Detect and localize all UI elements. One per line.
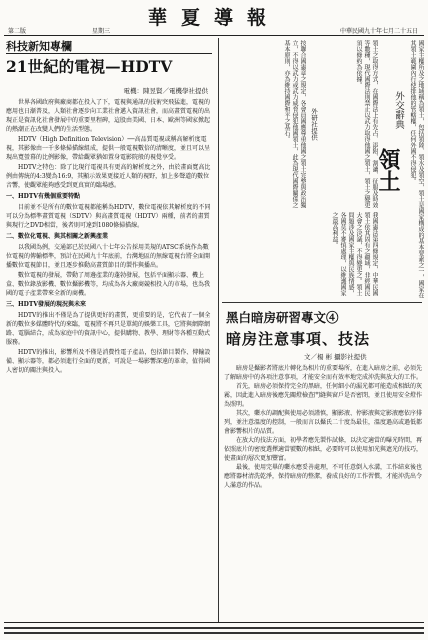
- body-paragraph: 數位電視的發展，帶動了周邊產業的蓬勃發展，包括平面顯示器、機上盒、數位錄放影機、數位攝影機等，均成為各大廠商競相投入的市場，也為我國的電子產業帶來全新的商機。: [6, 272, 211, 297]
- edition-date: 中華民國九十年七月二十五日: [339, 28, 418, 35]
- darkroom-headline: 暗房注意事項、技法: [226, 330, 371, 348]
- section-rule: [222, 302, 422, 303]
- darkroom-byline: 文／楊 彬 攝影社提供: [304, 353, 367, 361]
- glossary-column: 按聯合國憲章之規定，各會員國應尊重他國之領土完整與政治獨立，不得以武力或武力威脅侵犯他國領土，此為現代國際關係之基本原則，亦為維持國際和平之基石。: [283, 40, 306, 208]
- body-paragraph: HDTV的推出不僅是為了提供更好的畫質，更重要的是，它代表了一個全新的數位多媒體時代的來臨，電視將不再只是單純的娛樂工具，它將與網際網路、電腦結合，成為家庭中的資訊中心，提供購物、教學、理財等各種互動式服務。: [6, 312, 211, 346]
- body-paragraph: HDTV的推出，影響所及不僅是消費性電子產品，包括節目製作、傳輸設備、顯示器等，都必須進行全面的更新，可說是一場影響深遠的革命，值得國人密切的關注與投入。: [6, 349, 211, 374]
- body-paragraph: 其次，藥水的調配與使用必須謹慎，顯影液、停影液與定影液應依序排列，並注意溫度的控制，一般而言以攝氏二十度為最佳，溫度過高或過低都會影響相片的品質。: [224, 410, 422, 435]
- body-subhead: 二、數位化電視、與其相關之新興產業: [6, 233, 109, 240]
- column-divider: [218, 38, 219, 622]
- article-byline: 電機：陳昱賢／電機學社提供: [123, 87, 208, 95]
- hdtv-article: [4, 38, 216, 620]
- body-paragraph: 世界各國政府與廠商都在投入了下，電視與通訊的技術突飛猛進，電視的應用也日漸普及，人類社會逐步向工業社會邁入資訊社會，而高畫質電視的出現正是資訊化社會發展中的重要里程碑，這股由美國、日本、歐洲等國家掀起的熱潮正在改變人們的生活型態。: [6, 99, 211, 133]
- body-paragraph: 在放大的技法方面，初學者應先製作試條，以決定適當的曝光時間，再依照底片的密度選擇適當號數的相紙，必要時可以使用加光與遮光的技巧，使畫面的層次更加豐富。: [224, 437, 422, 462]
- body-paragraph: 暗房是攝影者將底片轉化為相片的重要場所，在進入暗房之前，必須先了解暗房中的各項注意事項，才能安全而有效率地完成沖洗與放大的工作。: [224, 365, 422, 381]
- body-paragraph: HDTV（High Definition Television）──高品質電視或稱高解析度電視，其影像由一千多條掃描線組成，提供一般電視數倍的清晰度，並且可以呈現出寬螢幕的比例影像，帶給觀眾猶如置身電影院般的視覺享受。: [6, 136, 211, 161]
- body-subhead: 一、HDTV有幾個重要特點: [6, 193, 80, 200]
- glossary-tag: 外交辭典: [393, 91, 404, 129]
- masthead: [6, 2, 422, 35]
- page-number: 第二版: [8, 28, 27, 35]
- glossary-column: 領土之取得方式，在國際法上有先占、添附、割讓、征服及時效等數種，現代國際法則禁止以武力取得他國之領土，領土之變更須以條約為依據。: [355, 40, 378, 208]
- series-title: 黑白暗房研習專文④: [226, 310, 339, 325]
- body-paragraph: 目前並不是所有的數位電視都能稱為HDTV，數位電視依其解析度的不同可以分為標準畫質電視（SDTV）與高畫質電視（HDTV）兩種，前者的畫質與現行之DVD相當，後者則可達到1080條掃描線。: [6, 204, 211, 229]
- diplomacy-glossary: [222, 38, 424, 300]
- cropped-strip: [4, 624, 424, 638]
- body-paragraph: HDTV之特色：除了比現行電視具有更高的解析度之外，由於畫面寬高比例由傳統的4:3變為16:9，其顯示效果更接近人類的視野，加上多聲道的數位音響，使觀眾能夠感受到更真實的臨場感。: [6, 164, 211, 189]
- glossary-term: 領土: [375, 148, 401, 192]
- body-subhead: 三、HDTV發展的現況與未來: [6, 301, 86, 308]
- column-label: 科技新知專欄: [6, 38, 212, 54]
- glossary-column: 我國憲法第四條規定，中華民國領土依其固有之疆域，非經國民大會之決議，不得變更之。領土問題涉及國家主權與民族情感，各國莫不審慎處理，以維護國家之最高利益。: [331, 212, 378, 296]
- masthead-title: 華夏導報: [147, 7, 280, 29]
- glossary-column: 國家主權所及之地域稱為領土，包括領陸、領水及領空，領土是國家構成的基本要素之一，國家在其領土範圍內行使排他的管轄權，任何外國不得侵犯。: [409, 40, 424, 298]
- masthead-rule: [4, 35, 424, 36]
- article-body: [6, 98, 212, 618]
- footer-rule: [4, 622, 424, 623]
- body-paragraph: 最後，使用完畢的藥水應妥善處理，不可任意倒入水溝，工作結束後也應將器材清洗乾淨，保持暗房的整潔，養成良好的工作習慣，才能沖洗出令人滿意的作品。: [224, 464, 422, 489]
- article-headline: 21世紀的電視—HDTV: [6, 57, 173, 76]
- issue-day: 星期三: [92, 28, 111, 35]
- body-paragraph: 以我國為例，交通部已於民國八十七年公告採用美規的ATSC系統作為數位電視的傳輸標準，預計在民國九十年底前，台灣地區的無線電視台將全面開播數位電視節目，並且逐步推動高畫質節目的製作與播出。: [6, 244, 211, 269]
- glossary-source: 外研社提供: [310, 108, 318, 141]
- darkroom-body: [224, 364, 422, 608]
- body-paragraph: 首先，暗房必須保持完全的黑暗，任何細小的漏光都可能造成相紙的灰霧，因此進入暗房後應先關燈檢查門縫與窗戶是否密閉，並且使用安全燈作為照明。: [224, 383, 422, 408]
